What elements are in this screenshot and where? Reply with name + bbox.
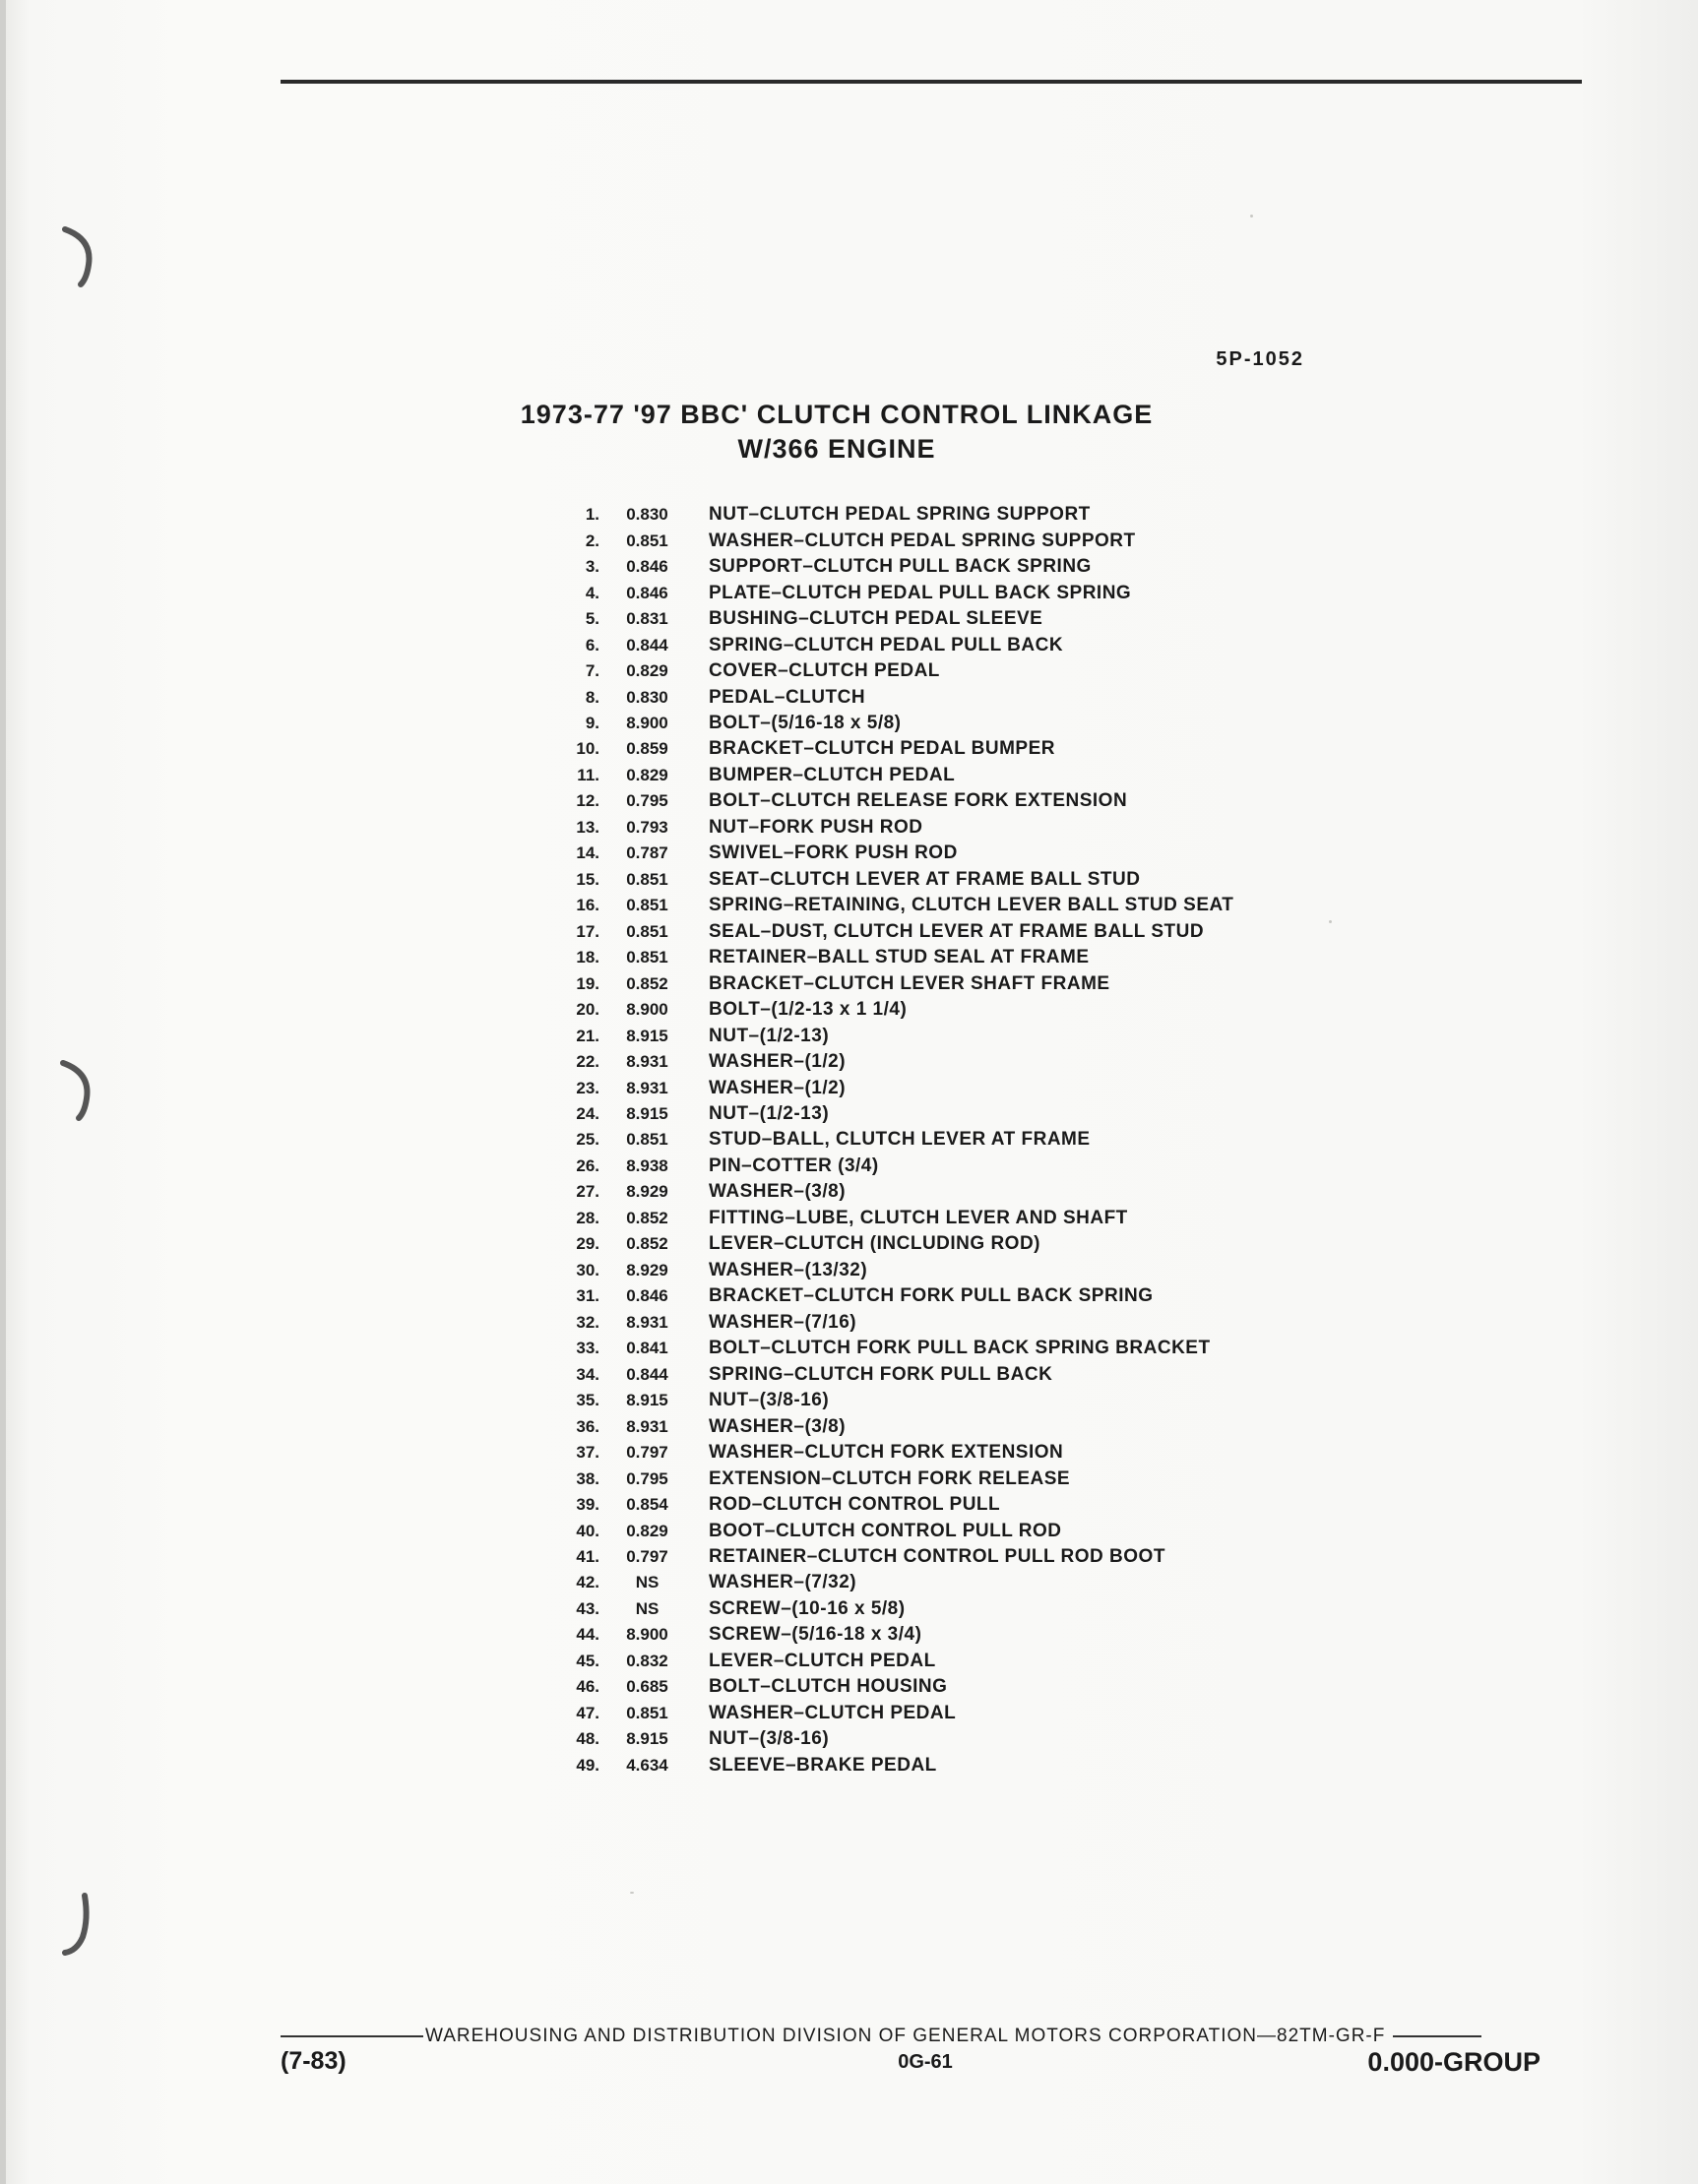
paper-speck <box>1329 920 1332 923</box>
list-item <box>566 1518 1550 1543</box>
list-item <box>566 711 1550 736</box>
list-item <box>566 763 1550 788</box>
footer-page-number: 0G-61 <box>898 2051 953 2073</box>
item-description: STUD–BALL, CLUTCH LEVER AT FRAME <box>709 1129 1091 1151</box>
list-item <box>566 658 1550 684</box>
item-description: PLATE–CLUTCH PEDAL PULL BACK SPRING <box>709 582 1132 603</box>
item-description: COVER–CLUTCH PEDAL <box>709 660 940 682</box>
top-rule <box>281 80 1582 84</box>
item-number: 38. <box>576 1468 599 1488</box>
item-number: 7. <box>585 661 599 681</box>
item-group-code: NS <box>635 1573 660 1592</box>
item-number: 21. <box>576 1026 599 1045</box>
item-description: WASHER–CLUTCH PEDAL <box>709 1702 957 1723</box>
item-group-code: 0.852 <box>626 1208 668 1227</box>
item-number: 35. <box>576 1391 599 1410</box>
item-group-code: 0.851 <box>626 1703 668 1722</box>
footer-division: WAREHOUSING AND DISTRIBUTION DIVISION OF GENERAL MOTORS CORPORATION—82TM-GR-F <box>425 2026 1386 2046</box>
item-number: 36. <box>576 1416 599 1436</box>
item-description: NUT–(1/2-13) <box>709 1025 830 1046</box>
parts-list <box>566 502 1550 1778</box>
list-item <box>566 815 1550 841</box>
footer-date: (7-83) <box>281 2047 346 2075</box>
item-group-code: 0.846 <box>626 583 668 602</box>
item-group-code: 0.831 <box>626 609 668 629</box>
item-description: NUT–(3/8-16) <box>709 1390 830 1411</box>
item-description: PEDAL–CLUTCH <box>709 686 866 708</box>
item-number: 42. <box>576 1573 599 1592</box>
page-left-edge <box>0 0 6 2184</box>
item-description: WASHER–(1/2) <box>709 1051 847 1073</box>
item-description: BUMPER–CLUTCH PEDAL <box>709 764 956 785</box>
item-number: 18. <box>576 948 599 967</box>
item-group-code: 0.797 <box>626 1443 668 1463</box>
item-description: BOLT–CLUTCH RELEASE FORK EXTENSION <box>709 790 1128 812</box>
item-number: 45. <box>576 1651 599 1670</box>
list-item <box>566 1231 1550 1257</box>
item-group-code: 0.832 <box>626 1651 668 1670</box>
item-number: 3. <box>585 557 599 577</box>
item-number: 6. <box>585 635 599 655</box>
item-number: 5. <box>585 609 599 629</box>
item-description: BOLT–CLUTCH FORK PULL BACK SPRING BRACKET <box>709 1338 1211 1359</box>
list-item <box>566 1258 1550 1283</box>
item-description: WASHER–(3/8) <box>709 1181 847 1203</box>
item-number: 49. <box>576 1755 599 1775</box>
list-item <box>566 1154 1550 1179</box>
list-item <box>566 867 1550 893</box>
item-description: BRACKET–CLUTCH LEVER SHAFT FRAME <box>709 972 1110 994</box>
item-group-code: 8.931 <box>626 1052 668 1072</box>
item-number: 28. <box>576 1208 599 1227</box>
item-number: 32. <box>576 1312 599 1332</box>
item-group-code: 0.846 <box>626 1286 668 1306</box>
list-item <box>566 841 1550 866</box>
item-number: 26. <box>576 1155 599 1175</box>
item-group-code: 8.938 <box>626 1155 668 1175</box>
item-group-code: 0.787 <box>626 843 668 863</box>
list-item <box>566 528 1550 553</box>
list-item <box>566 1336 1550 1361</box>
item-description: LEVER–CLUTCH PEDAL <box>709 1650 936 1671</box>
list-item <box>566 1049 1550 1075</box>
item-number: 4. <box>585 583 599 602</box>
item-description: SWIVEL–FORK PUSH ROD <box>709 842 958 864</box>
item-number: 11. <box>577 765 599 784</box>
item-group-code: 0.685 <box>626 1677 668 1697</box>
item-description: WASHER–(1/2) <box>709 1077 847 1098</box>
item-description: BOOT–CLUTCH CONTROL PULL ROD <box>709 1520 1062 1541</box>
item-group-code: 8.929 <box>626 1182 668 1202</box>
list-item <box>566 1544 1550 1570</box>
item-group-code: 0.841 <box>626 1339 668 1358</box>
item-number: 8. <box>585 687 599 707</box>
item-group-code: 0.844 <box>626 1364 668 1384</box>
item-number: 30. <box>576 1260 599 1279</box>
item-number: 44. <box>576 1625 599 1645</box>
title-line-1: 1973-77 '97 BBC' CLUTCH CONTROL LINKAGE <box>520 400 1154 429</box>
list-item <box>566 1388 1550 1413</box>
item-group-code: 8.900 <box>626 713 668 732</box>
item-description: LEVER–CLUTCH (INCLUDING ROD) <box>709 1233 1040 1255</box>
item-number: 1. <box>585 505 599 525</box>
list-item <box>566 684 1550 710</box>
item-group-code: 8.915 <box>626 1026 668 1045</box>
item-group-code: 0.830 <box>626 687 668 707</box>
footer-rule-right <box>1393 2035 1481 2037</box>
binder-hole-mark-icon <box>57 1055 96 1124</box>
item-number: 9. <box>585 713 599 732</box>
item-description: NUT–CLUTCH PEDAL SPRING SUPPORT <box>709 504 1091 526</box>
item-description: NUT–FORK PUSH ROD <box>709 816 923 838</box>
item-number: 31. <box>576 1286 599 1306</box>
item-number: 17. <box>576 921 599 941</box>
list-item <box>566 970 1550 996</box>
list-item <box>566 1622 1550 1648</box>
page-title <box>433 398 1240 467</box>
item-description: NUT–(1/2-13) <box>709 1103 830 1125</box>
item-group-code: 8.915 <box>626 1104 668 1124</box>
item-number: 19. <box>576 973 599 993</box>
list-item <box>566 1701 1550 1726</box>
list-item <box>566 632 1550 657</box>
footer-division-line <box>281 2026 1541 2047</box>
list-item <box>566 1570 1550 1595</box>
item-number: 23. <box>576 1078 599 1097</box>
item-group-code: 8.931 <box>626 1312 668 1332</box>
footer-group: 0.000-GROUP <box>1367 2047 1541 2077</box>
binder-hole-mark-icon <box>57 1890 96 1959</box>
list-item <box>566 606 1550 632</box>
item-group-code: 0.859 <box>626 739 668 759</box>
item-description: FITTING–LUBE, CLUTCH LEVER AND SHAFT <box>709 1207 1128 1228</box>
item-group-code: 0.852 <box>626 973 668 993</box>
item-group-code: 0.797 <box>626 1546 668 1566</box>
item-description: WASHER–(7/32) <box>709 1572 857 1593</box>
item-group-code: 8.900 <box>626 1000 668 1020</box>
item-number: 22. <box>576 1052 599 1072</box>
item-group-code: 0.830 <box>626 505 668 525</box>
item-description: ROD–CLUTCH CONTROL PULL <box>709 1494 1001 1516</box>
item-group-code: 0.793 <box>626 817 668 837</box>
item-description: SLEEVE–BRAKE PEDAL <box>709 1754 937 1776</box>
list-item <box>566 1075 1550 1100</box>
item-description: PIN–COTTER (3/4) <box>709 1154 879 1176</box>
item-group-code: 8.931 <box>626 1416 668 1436</box>
list-item <box>566 1492 1550 1518</box>
list-item <box>566 554 1550 580</box>
list-item <box>566 1310 1550 1336</box>
item-description: BUSHING–CLUTCH PEDAL SLEEVE <box>709 608 1043 630</box>
item-description: BRACKET–CLUTCH FORK PULL BACK SPRING <box>709 1285 1154 1307</box>
list-item <box>566 1596 1550 1622</box>
binder-hole-mark-icon <box>59 221 98 290</box>
item-description: WASHER–(7/16) <box>709 1311 857 1333</box>
item-number: 2. <box>585 530 599 550</box>
item-number: 29. <box>576 1234 599 1254</box>
list-item <box>566 1101 1550 1127</box>
item-group-code: 0.851 <box>626 896 668 915</box>
item-number: 12. <box>576 791 599 811</box>
item-number: 15. <box>576 869 599 889</box>
title-line-2: W/366 ENGINE <box>737 434 936 464</box>
item-description: WASHER–(3/8) <box>709 1415 847 1437</box>
item-description: SEAL–DUST, CLUTCH LEVER AT FRAME BALL STUD <box>709 920 1205 942</box>
item-number: 37. <box>576 1443 599 1463</box>
list-item <box>566 1023 1550 1048</box>
list-item <box>566 580 1550 605</box>
item-group-code: 8.915 <box>626 1391 668 1410</box>
item-number: 13. <box>576 817 599 837</box>
item-description: RETAINER–BALL STUD SEAL AT FRAME <box>709 947 1090 968</box>
list-item <box>566 1726 1550 1752</box>
list-item <box>566 1206 1550 1231</box>
item-group-code: 0.854 <box>626 1495 668 1515</box>
item-number: 10. <box>576 739 599 759</box>
list-item <box>566 788 1550 814</box>
item-number: 48. <box>576 1729 599 1749</box>
item-group-code: 0.795 <box>626 791 668 811</box>
list-item <box>566 945 1550 970</box>
item-group-code: 0.829 <box>626 661 668 681</box>
item-number: 47. <box>576 1703 599 1722</box>
item-number: 39. <box>576 1495 599 1515</box>
item-group-code: 0.851 <box>626 1130 668 1150</box>
item-number: 20. <box>576 1000 599 1020</box>
list-item <box>566 997 1550 1023</box>
list-item <box>566 1753 1550 1778</box>
paper-speck <box>1250 215 1253 218</box>
item-number: 34. <box>576 1364 599 1384</box>
item-description: SCREW–(5/16-18 x 3/4) <box>709 1624 922 1646</box>
list-item <box>566 1179 1550 1205</box>
list-item <box>566 1127 1550 1153</box>
item-description: WASHER–CLUTCH FORK EXTENSION <box>709 1442 1064 1464</box>
item-number: 27. <box>576 1182 599 1202</box>
item-group-code: 0.852 <box>626 1234 668 1254</box>
item-group-code: 4.634 <box>626 1755 668 1775</box>
item-description: BOLT–(1/2-13 x 1 1/4) <box>709 999 908 1021</box>
list-item <box>566 502 1550 528</box>
item-description: SEAT–CLUTCH LEVER AT FRAME BALL STUD <box>709 868 1141 890</box>
item-description: BOLT–(5/16-18 x 5/8) <box>709 712 902 733</box>
list-item <box>566 893 1550 918</box>
list-item <box>566 1466 1550 1491</box>
item-number: 16. <box>576 896 599 915</box>
footer-rule-left <box>281 2035 423 2037</box>
item-description: RETAINER–CLUTCH CONTROL PULL ROD BOOT <box>709 1545 1165 1567</box>
item-description: SPRING–RETAINING, CLUTCH LEVER BALL STUD SEAT <box>709 895 1234 916</box>
list-item <box>566 1283 1550 1309</box>
item-description: WASHER–(13/32) <box>709 1259 868 1280</box>
item-group-code: 0.829 <box>626 765 668 784</box>
item-group-code: 0.795 <box>626 1468 668 1488</box>
item-description: EXTENSION–CLUTCH FORK RELEASE <box>709 1467 1071 1489</box>
item-number: 25. <box>576 1130 599 1150</box>
item-number: 41. <box>576 1546 599 1566</box>
list-item <box>566 1413 1550 1439</box>
list-item <box>566 919 1550 945</box>
item-group-code: 8.931 <box>626 1078 668 1097</box>
list-item <box>566 1440 1550 1466</box>
item-description: BRACKET–CLUTCH PEDAL BUMPER <box>709 738 1055 760</box>
item-description: SPRING–CLUTCH PEDAL PULL BACK <box>709 634 1064 655</box>
item-description: WASHER–CLUTCH PEDAL SPRING SUPPORT <box>709 530 1136 551</box>
item-group-code: 0.846 <box>626 557 668 577</box>
item-group-code: 0.844 <box>626 635 668 655</box>
item-group-code: 0.851 <box>626 530 668 550</box>
item-group-code: 0.851 <box>626 921 668 941</box>
item-description: SPRING–CLUTCH FORK PULL BACK <box>709 1363 1053 1385</box>
list-item <box>566 736 1550 762</box>
document-code: 5P-1052 <box>1216 348 1304 370</box>
item-number: 43. <box>576 1598 599 1618</box>
item-number: 46. <box>576 1677 599 1697</box>
item-group-code: 0.851 <box>626 948 668 967</box>
paper-speck <box>630 1892 634 1894</box>
list-item <box>566 1361 1550 1387</box>
item-group-code: 0.851 <box>626 869 668 889</box>
item-group-code: 8.900 <box>626 1625 668 1645</box>
item-number: 33. <box>576 1339 599 1358</box>
item-description: SUPPORT–CLUTCH PULL BACK SPRING <box>709 556 1092 578</box>
item-number: 14. <box>576 843 599 863</box>
item-group-code: 0.829 <box>626 1521 668 1540</box>
item-number: 40. <box>576 1521 599 1540</box>
item-group-code: NS <box>635 1598 660 1618</box>
item-description: NUT–(3/8-16) <box>709 1728 830 1750</box>
list-item <box>566 1674 1550 1700</box>
item-group-code: 8.929 <box>626 1260 668 1279</box>
item-description: SCREW–(10-16 x 5/8) <box>709 1597 906 1619</box>
item-description: BOLT–CLUTCH HOUSING <box>709 1676 948 1698</box>
item-group-code: 8.915 <box>626 1729 668 1749</box>
list-item <box>566 1649 1550 1674</box>
item-number: 24. <box>576 1104 599 1124</box>
